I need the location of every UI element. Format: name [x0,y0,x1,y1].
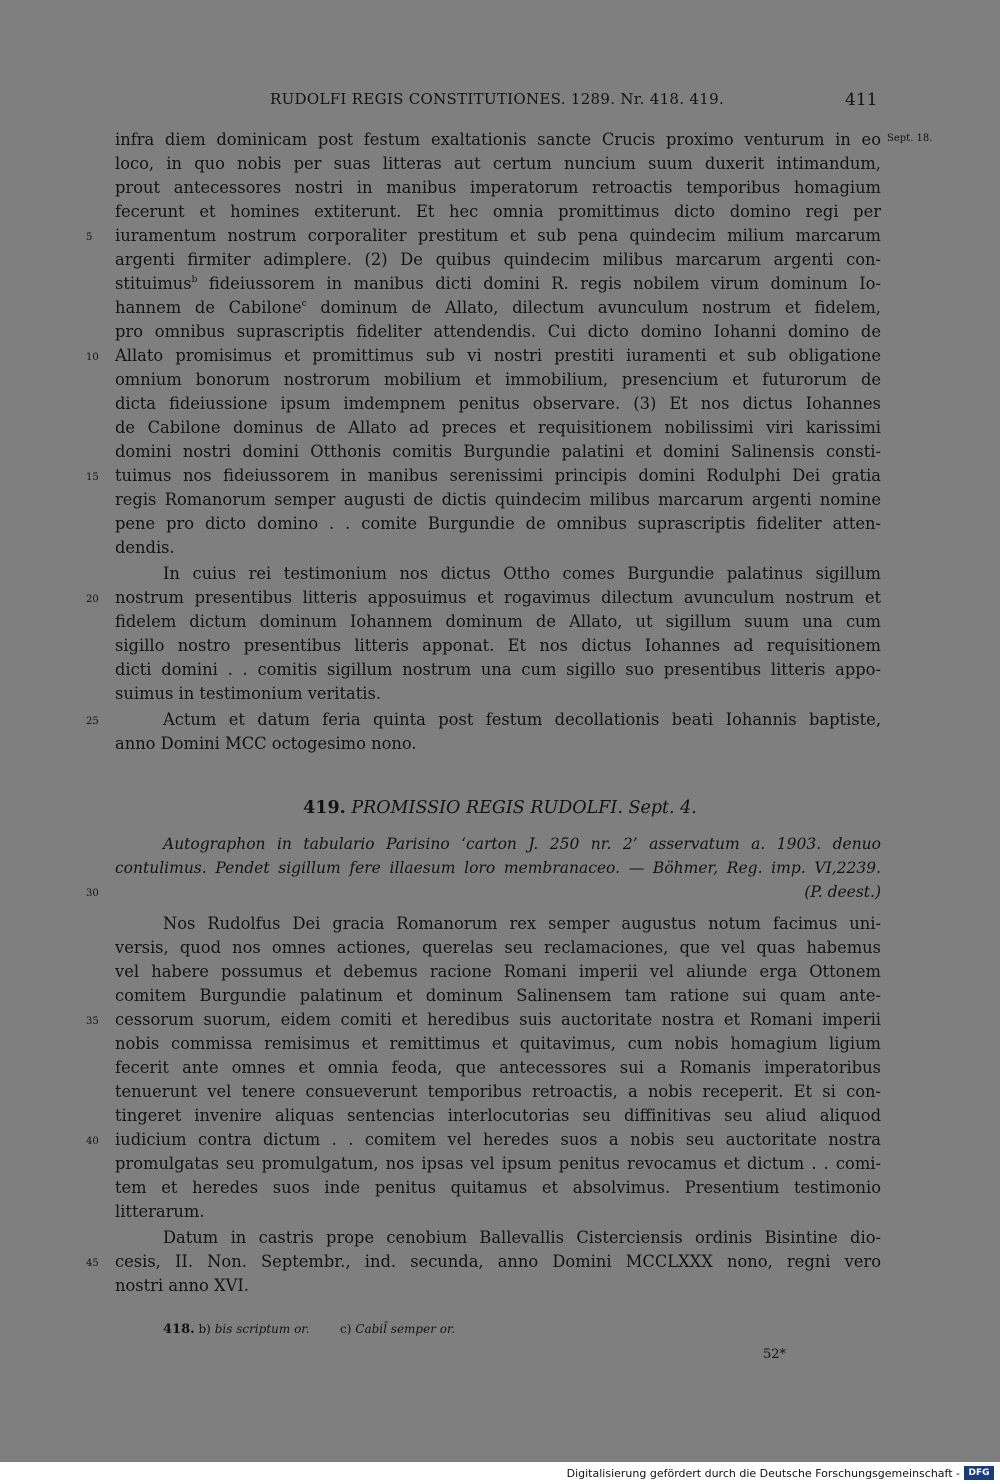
text-line: nobis commissa remisimus et remittimus et quitavimus, cum nobis homagium ligium [115,1034,881,1053]
text-fragment: fideiussorem in manibus dicti domini R. regis nobilem virum dominum Io- [197,274,881,293]
text-line: suimus in testimonium veritatis. [115,684,382,703]
text-line: Actum et datum feria quinta post festum decollationis beati Iohannis baptiste, [163,710,881,729]
text-line: iudicium contra dictum . . comitem vel heredes suos a nobis seu auctoritate nostra [115,1130,881,1149]
text-line: cessorum suorum, eidem comiti et heredibus suis auctoritate nostra et Romani imperii [115,1010,881,1029]
text-line: promulgatas seu promulgatum, nos ipsas vel ipsum penitus revocamus et dictum . . comi- [115,1154,881,1173]
dfg-logo: DFG [964,1466,994,1480]
text-line: omnium bonorum nostrorum mobilium et immobilium, presencium et futurorum de [115,370,881,389]
text-line: Allato promisimus et promittimus sub vi nostri prestiti iuramenti et sub obligatione [115,346,881,365]
heading-title: PROMISSIO REGIS RUDOLFI. [351,798,623,818]
text-line: fidelem dictum dominum Iohannem dominum de Allato, ut sigillum suum una cum [115,612,881,631]
document-heading [0,798,1000,818]
source-caption-line: (P. deest.) [804,883,881,901]
header-title: RUDOLFI REGIS CONSTITUTIONES. 1289. Nr. 418. 419. [270,90,725,108]
signature-mark: 52* [763,1347,787,1362]
text-line: dendis. [115,538,175,557]
source-caption-line: contulimus. Pendet sigillum fere illaesum loro membranaceo. — Böhmer, Reg. imp. VI,2239. [115,859,881,877]
text-line: de Cabilone dominus de Allato ad preces et requisitionem nobilissimi viri karissimi [115,418,881,437]
running-header [0,90,1000,112]
text-fragment: dominum de Allato, dilectum avunculum nostrum et fidelem, [306,298,881,317]
line-number: 20 [86,594,99,605]
text-line [115,272,881,296]
text-line: tingeret invenire aliquas sentencias interlocutorias seu diffinitivas seu aliud aliquod [115,1106,881,1125]
text-line: comitem Burgundie palatinum et dominum Salinensem tam ratione sui quam ante- [115,986,881,1005]
footnote-text: bis scriptum or. [214,1322,310,1336]
text-line: infra diem dominicam post festum exaltationis sancte Crucis proximo venturum in eo [115,130,881,149]
footnote-ref: c [301,299,307,309]
text-line: fecerit ante omnes et omnia feoda, que antecessores sui a Romanis imperatoribus [115,1058,881,1077]
footnote-text: Cabil̄ semper or. [355,1322,456,1336]
text-line: regis Romanorum semper augusti de dictis quindecim milibus marcarum argenti nomine [115,490,881,509]
text-line: cesis, II. Non. Septembr., ind. secunda, anno Domini MCCLXXX nono, regni vero [115,1252,881,1271]
line-number: 45 [86,1258,99,1269]
line-number: 15 [86,472,99,483]
text-line: In cuius rei testimonium nos dictus Ottho comes Burgundie palatinus sigillum [163,564,881,583]
text-line: vel habere possumus et debemus racione Romani imperii vel aliunde erga Ottonem [115,962,881,981]
line-number: 25 [86,716,99,727]
text-line: loco, in quo nobis per suas litteras aut certum nuncium suum duxerit intimandum, [115,154,881,173]
text-line: versis, quod nos omnes actiones, querelas seu reclamaciones, que vel quas habemus [115,938,881,957]
text-line: litterarum. [115,1202,205,1221]
text-fragment: stituimus [115,274,192,293]
text-line: fecerunt et homines extiterunt. Et hec omnia promittimus dicto domino regi per [115,202,881,221]
text-line [115,296,881,320]
text-line: nostrum presentibus litteris apposuimus et rogavimus dilectum avunculum nostrum et [115,588,881,607]
text-line: tuimus nos fideiussorem in manibus serenissimi principis domini Rodulphi Dei gratia [115,466,881,485]
line-number: 40 [86,1136,99,1147]
footnote-ref: b [191,275,198,285]
text-line: pro omnibus suprascriptis fideliter attendendis. Cui dicto domino Iohanni domino de [115,322,881,341]
footnotes [163,1322,455,1337]
line-number: 35 [86,1016,99,1027]
line-number: 30 [86,888,99,899]
margin-date: Sept. 18. [887,133,933,144]
heading-date: Sept. 4. [628,798,697,818]
text-line: prout antecessores nostri in manibus imperatorum retroactis temporibus homagium [115,178,881,197]
text-line: tenuerunt vel tenere consueverunt temporibus retroactis, a nobis receperit. Et si con- [115,1082,881,1101]
line-number: 5 [86,232,93,243]
text-line: Datum in castris prope cenobium Ballevallis Cisterciensis ordinis Bisintine dio- [163,1228,881,1247]
text-line: dicti domini . . comitis sigillum nostrum una cum sigillo suo presentibus litteris appo- [115,660,881,679]
text-line: iuramentum nostrum corporaliter prestitum et sub pena quindecim milium marcarum [115,226,881,245]
footnote-mark: b) [198,1322,211,1336]
text-line: domini nostri domini Otthonis comitis Burgundie palatini et domini Salinensis consti- [115,442,881,461]
funding-credit: Digitalisierung gefördert durch die Deutsche Forschungsgemeinschaft - [566,1467,960,1480]
text-line: dicta fideiussione ipsum imdempnem penitus observare. (3) Et nos dictus Iohannes [115,394,881,413]
line-number: 10 [86,352,99,363]
footnote-mark: c) [340,1322,352,1336]
text-line: sigillo nostro presentibus litteris apponat. Et nos dictus Iohannes ad requisitionem [115,636,881,655]
text-line: pene pro dicto domino . . comite Burgundie de omnibus suprascriptis fideliter atten- [115,514,881,533]
footnote-number: 418. [163,1322,195,1337]
text-line: Nos Rudolfus Dei gracia Romanorum rex semper augustus notum facimus uni- [163,914,881,933]
text-line: anno Domini MCC octogesimo nono. [115,734,417,753]
text-line: nostri anno XVI. [115,1276,249,1295]
page-number: 411 [845,90,878,110]
text-fragment: hannem de Cabilone [115,298,302,317]
text-line: argenti firmiter adimplere. (2) De quibus quindecim milibus marcarum argenti con- [115,250,881,269]
text-line: tem et heredes suos inde penitus quitamus et absolvimus. Presentium testimonio [115,1178,881,1197]
heading-number: 419. [303,798,346,818]
footer-bar [0,1462,1000,1484]
source-caption-line: Autographon in tabulario Parisino ‘carton J. 250 nr. 2’ asservatum a. 1903. denuo [163,835,881,853]
